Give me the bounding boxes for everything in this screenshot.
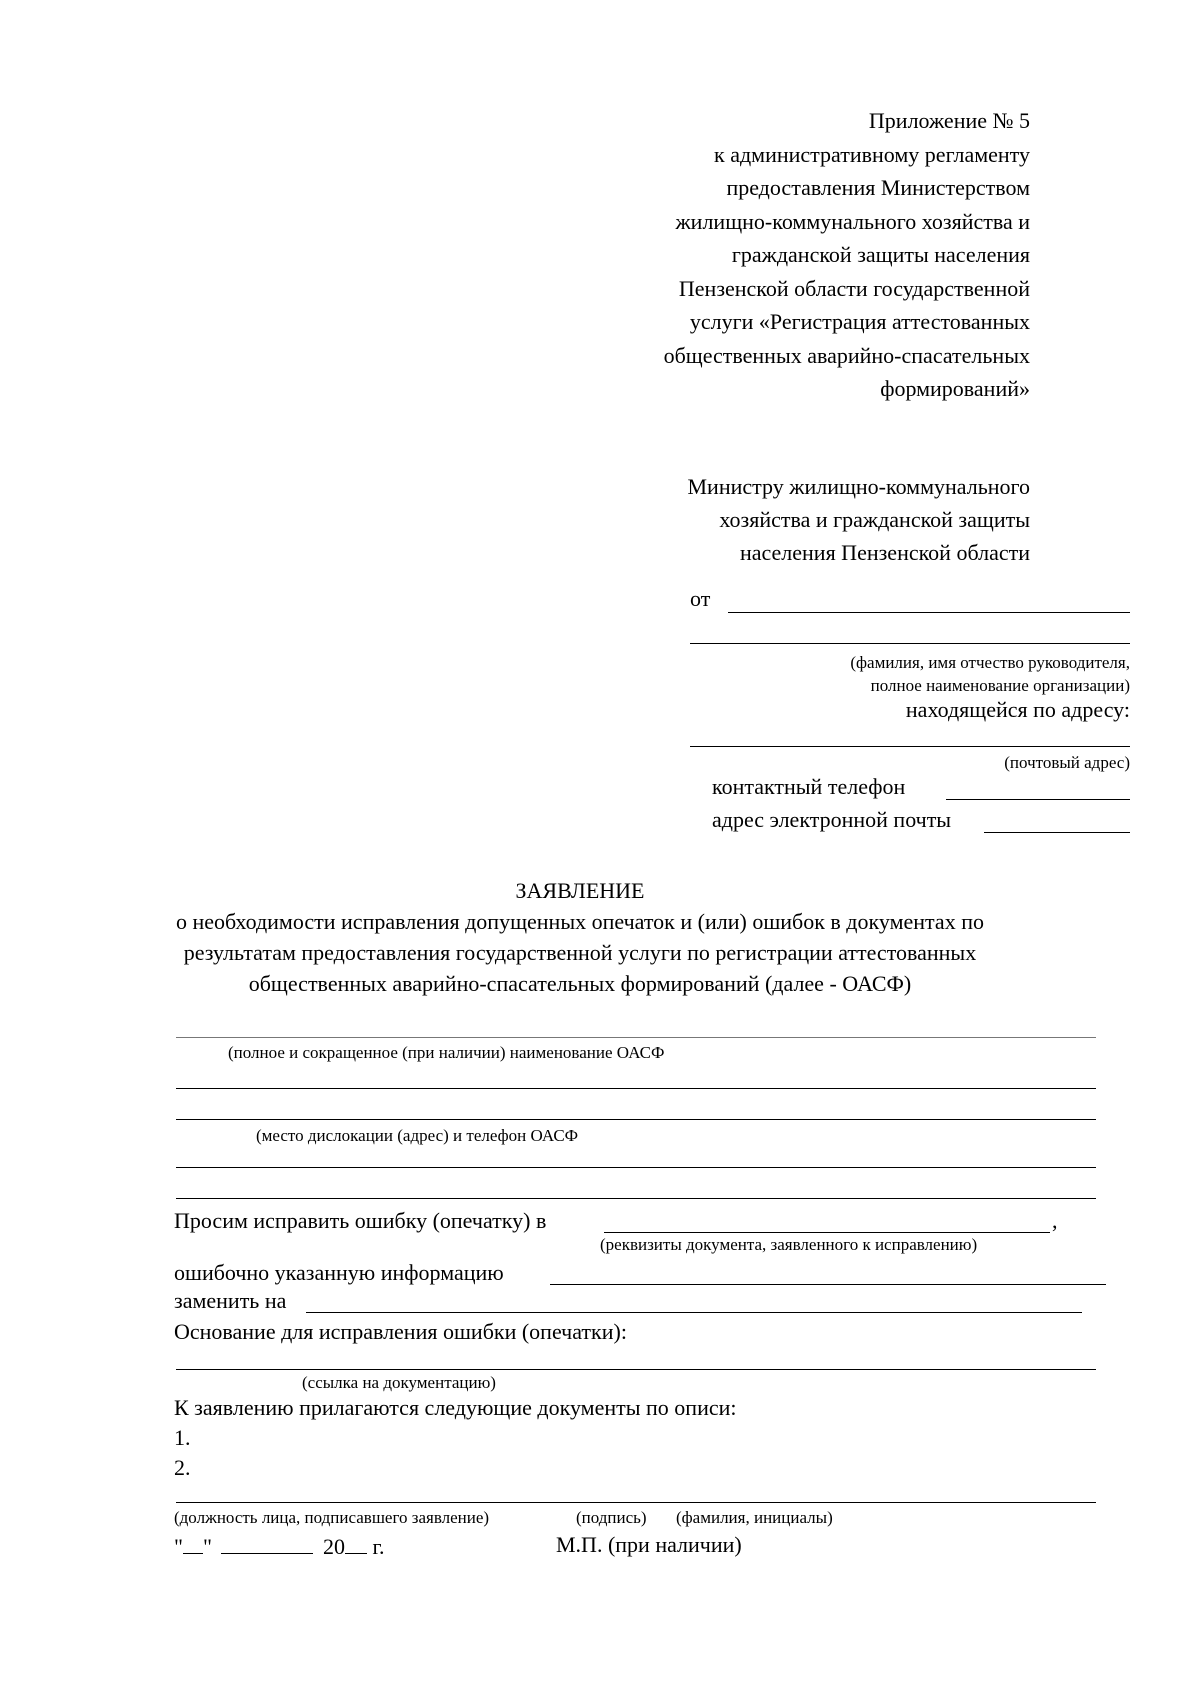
located-label: находящейся по адресу: [905,697,1130,722]
date-year-suffix: г. [372,1534,385,1559]
addressee-line: Министру жилищно-коммунального [687,474,1030,499]
caption-name-2: полное наименование организации) [870,676,1130,695]
oasf-location-field-2[interactable] [176,1198,1096,1199]
caption-name-1: (фамилия, имя отчество руководителя, [850,653,1130,672]
appendix-line: формирований» [880,376,1030,401]
caption-signer-name: (фамилия, инициалы) [676,1508,833,1527]
date-row [174,1531,385,1561]
appendix-line: предоставления Министерством [726,175,1030,200]
attachment-item-1: 1. [174,1425,191,1450]
signature-field[interactable] [176,1502,1096,1503]
title-sub: результатам предоставления государственной услуги по регистрации аттестованных [183,940,977,965]
caption-full-name: (полное и сокращенное (при наличии) наименование ОАСФ [228,1043,665,1062]
appendix-line: жилищно-коммунального хозяйства и [675,208,1030,234]
email-label: адрес электронной почты [712,807,952,832]
date-quote-close: " [202,1534,212,1559]
title-heading: ЗАЯВЛЕНИЕ [515,878,645,903]
oasf-location-field[interactable] [176,1167,1096,1168]
from-label: от [690,586,711,611]
date-year-prefix: 20 [322,1534,345,1559]
appendix-line: услуги «Регистрация аттестованных [689,309,1030,334]
attachment-item-2: 2. [174,1455,191,1480]
basis-label: Основание для исправления ошибки (опечатки): [174,1319,627,1344]
wrong-info-field[interactable] [550,1284,1106,1285]
wrong-info-row [174,1259,504,1287]
appendix-line: общественных аварийно-спасательных [663,342,1030,368]
caption-signature: (подпись) [576,1508,647,1527]
replace-label: заменить на [174,1288,287,1313]
title-sub: общественных аварийно-спасательных формирований (далее - ОАСФ) [248,971,912,996]
caption-requisites: (реквизиты документа, заявленного к исправлению) [600,1235,978,1254]
attachments-label: К заявлению прилагаются следующие документы по описи: [174,1395,737,1420]
request-document-field[interactable] [604,1232,1050,1233]
caption-reference: (ссылка на документацию) [302,1373,496,1392]
from-field[interactable] [728,612,1130,613]
email-field[interactable] [984,832,1130,833]
appendix-line: Приложение № 5 [868,108,1030,133]
date-quote-open: " [174,1534,183,1559]
replace-row [174,1287,286,1315]
oasf-name-field-2[interactable] [176,1088,1096,1089]
date-year-field[interactable] [345,1531,367,1554]
oasf-name-field[interactable] [176,1037,1096,1038]
from-row [690,585,710,613]
appendix-block [470,104,1030,406]
phone-label: контактный телефон [712,774,906,799]
addressee-block [470,470,1030,569]
wrong-info-label: ошибочно указанную информацию [174,1260,504,1285]
appendix-line: Пензенской области государственной [678,275,1030,301]
oasf-name-field-3[interactable] [176,1119,1096,1120]
caption-postal: (почтовый адрес) [1004,753,1130,772]
appendix-line: гражданской защиты населения [731,242,1030,267]
title-block [160,875,1000,999]
postal-address-field[interactable] [690,746,1130,747]
date-day-field[interactable] [183,1531,203,1554]
phone-row [712,773,905,801]
request-row [174,1207,546,1235]
caption-location: (место дислокации (адрес) и телефон ОАСФ [256,1126,579,1145]
title-sub: о необходимости исправления допущенных опечаток и (или) ошибок в документах по [176,909,984,934]
basis-field[interactable] [176,1369,1096,1370]
addressee-line: населения Пензенской области [739,540,1030,565]
caption-position: (должность лица, подписавшего заявление) [174,1508,490,1527]
replace-field[interactable] [306,1312,1082,1313]
request-comma: , [1052,1208,1058,1233]
request-label: Просим исправить ошибку (опечатку) в [174,1208,547,1233]
addressee-line: хозяйства и гражданской защиты [719,507,1030,532]
from-field-2[interactable] [690,643,1130,644]
phone-field[interactable] [946,799,1130,800]
seal-label: М.П. (при наличии) [556,1532,742,1557]
date-month-field[interactable] [221,1531,313,1554]
email-row [712,806,951,834]
appendix-line: к административному регламенту [714,141,1030,167]
